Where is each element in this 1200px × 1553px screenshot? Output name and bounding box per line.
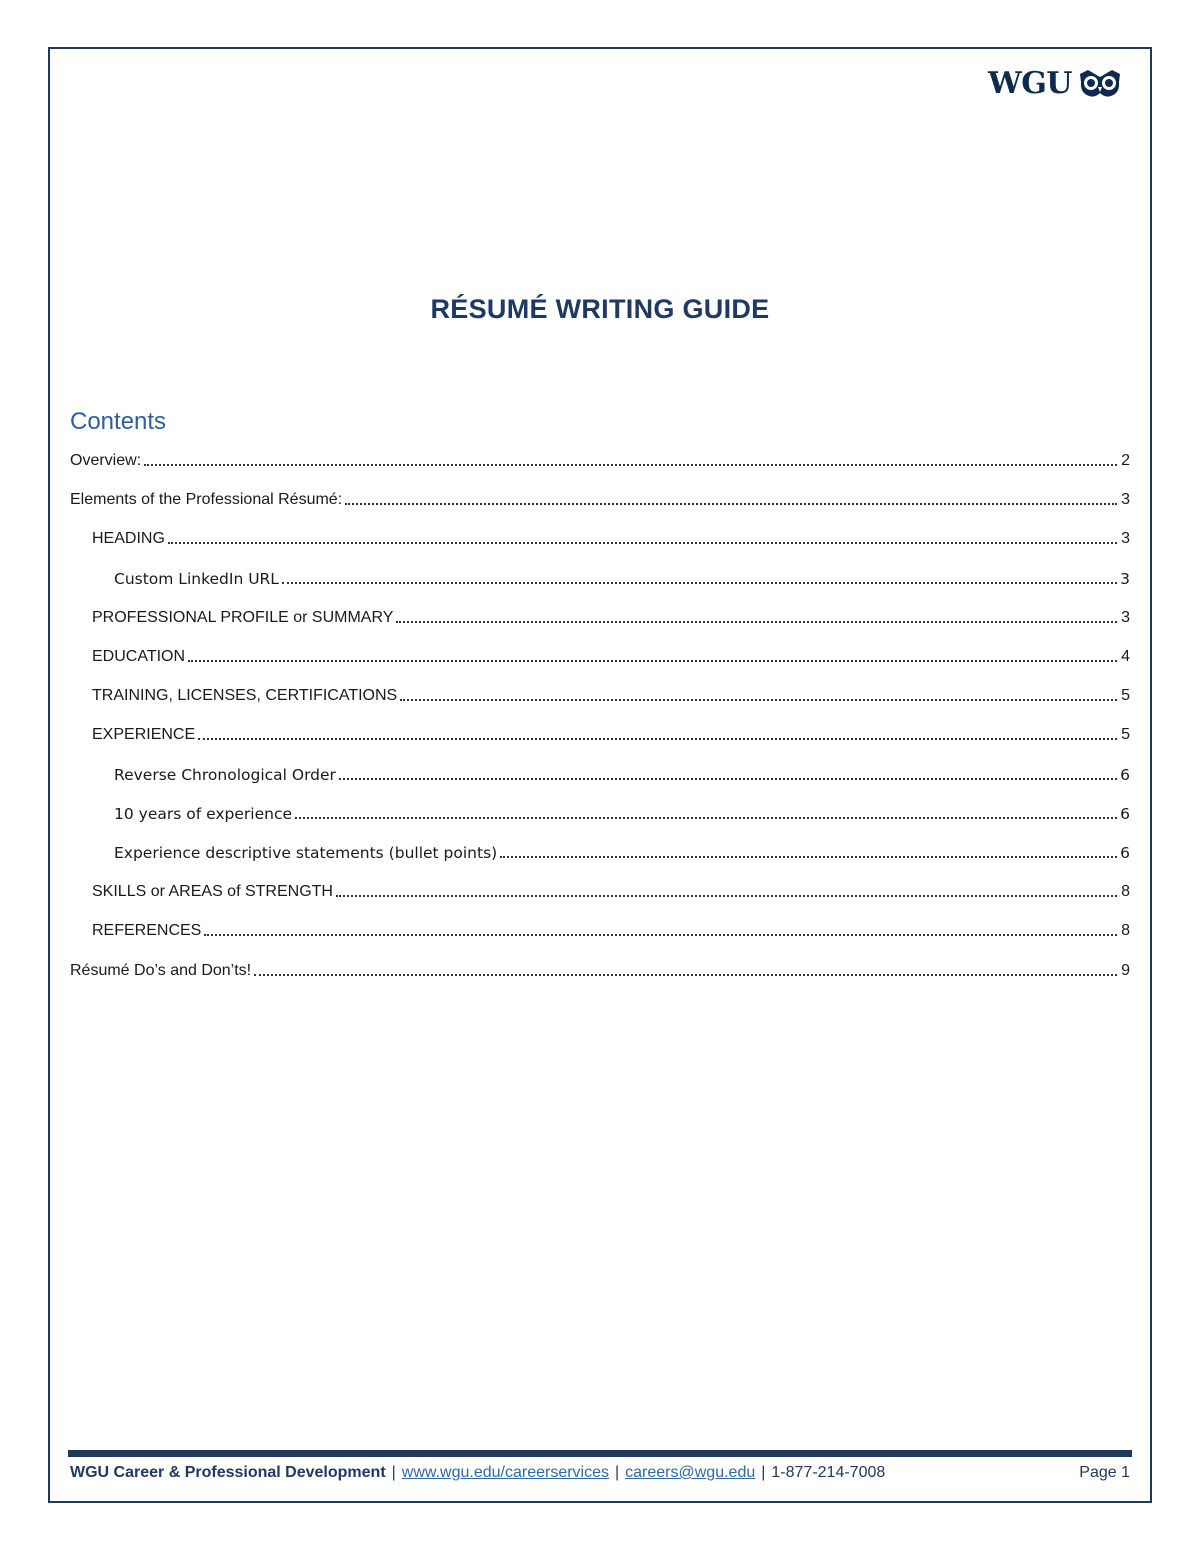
toc-entry[interactable] (70, 839, 1130, 863)
footer (70, 1461, 1130, 1485)
toc-leader-dots (144, 464, 1117, 466)
toc-entry-title: SKILLS or AREAS of STRENGTH (92, 883, 333, 900)
toc-entry-title: Résumé Do’s and Don’ts! (70, 962, 252, 979)
contents-heading: Contents (70, 408, 167, 435)
toc-entry-title: PROFESSIONAL PROFILE or SUMMARY (92, 609, 394, 626)
toc-entry-title: 10 years of experience (114, 805, 293, 823)
toc-entry[interactable] (70, 682, 1130, 706)
toc-entry-page: 3 (1120, 570, 1130, 588)
toc-leader-dots (254, 974, 1117, 976)
toc-entry[interactable] (70, 643, 1130, 667)
toc-leader-dots (168, 542, 1117, 544)
toc-entry-title: Overview: (70, 452, 142, 469)
toc-entry[interactable] (70, 565, 1130, 589)
toc-entry[interactable] (70, 486, 1130, 510)
footer-phone: 1-877-214-7008 (771, 1464, 886, 1481)
toc-entry-page: 8 (1121, 922, 1130, 939)
toc-leader-dots (295, 817, 1117, 819)
page-number: Page 1 (1079, 1464, 1130, 1481)
document-title: RÉSUMÉ WRITING GUIDE (430, 294, 770, 324)
toc-entry-page: 8 (1121, 883, 1130, 900)
toc-entry[interactable] (70, 761, 1130, 785)
toc-leader-dots (396, 621, 1117, 623)
table-of-contents (70, 0, 1130, 1000)
toc-entry-page: 5 (1121, 687, 1130, 704)
toc-leader-dots (400, 699, 1117, 701)
footer-org: WGU Career & Professional Development (70, 1464, 386, 1481)
toc-entry-page: 2 (1121, 452, 1130, 469)
toc-entry-title: Experience descriptive statements (bullet points) (114, 844, 498, 862)
toc-entry-title: Custom LinkedIn URL (114, 570, 279, 588)
footer-separator: | (761, 1464, 766, 1481)
toc-entry-title: TRAINING, LICENSES, CERTIFICATIONS (92, 687, 398, 704)
footer-separator: | (615, 1464, 620, 1481)
toc-entry-page: 9 (1121, 962, 1130, 979)
toc-leader-dots (500, 856, 1117, 858)
toc-leader-dots (198, 738, 1117, 740)
toc-entry[interactable] (70, 957, 1130, 981)
footer-website-link[interactable]: www.wgu.edu/careerservices (401, 1464, 609, 1481)
toc-leader-dots (188, 660, 1117, 662)
toc-entry-page: 3 (1121, 530, 1130, 547)
toc-entry-title: Elements of the Professional Résumé: (70, 491, 343, 508)
toc-entry-page: 6 (1120, 844, 1130, 862)
toc-entry[interactable] (70, 525, 1130, 549)
toc-entry-title: HEADING (92, 530, 165, 547)
toc-entry-page: 6 (1120, 805, 1130, 823)
toc-entry[interactable] (70, 447, 1130, 471)
toc-entry-page: 5 (1121, 726, 1130, 743)
logo-text: WGU (988, 66, 1072, 101)
toc-leader-dots (336, 895, 1117, 897)
footer-separator: | (391, 1464, 396, 1481)
toc-entry-title: EXPERIENCE (92, 726, 196, 743)
toc-entry-title: Reverse Chronological Order (114, 766, 336, 784)
toc-entry[interactable] (70, 721, 1130, 745)
toc-entry-page: 4 (1121, 648, 1130, 665)
toc-entry-title: EDUCATION (92, 648, 186, 665)
toc-entry-page: 3 (1121, 491, 1130, 508)
footer-divider (68, 1450, 1132, 1457)
toc-entry[interactable] (70, 878, 1130, 902)
toc-entry[interactable] (70, 604, 1130, 628)
toc-leader-dots (282, 582, 1117, 584)
toc-entry-page: 3 (1121, 609, 1130, 626)
toc-entry[interactable] (70, 800, 1130, 824)
footer-email-link[interactable]: careers@wgu.edu (625, 1464, 756, 1481)
toc-leader-dots (345, 503, 1117, 505)
toc-entry[interactable] (70, 917, 1130, 941)
toc-leader-dots (339, 778, 1117, 780)
toc-entry-page: 6 (1120, 766, 1130, 784)
toc-entry-title: REFERENCES (92, 922, 202, 939)
toc-leader-dots (204, 934, 1117, 936)
